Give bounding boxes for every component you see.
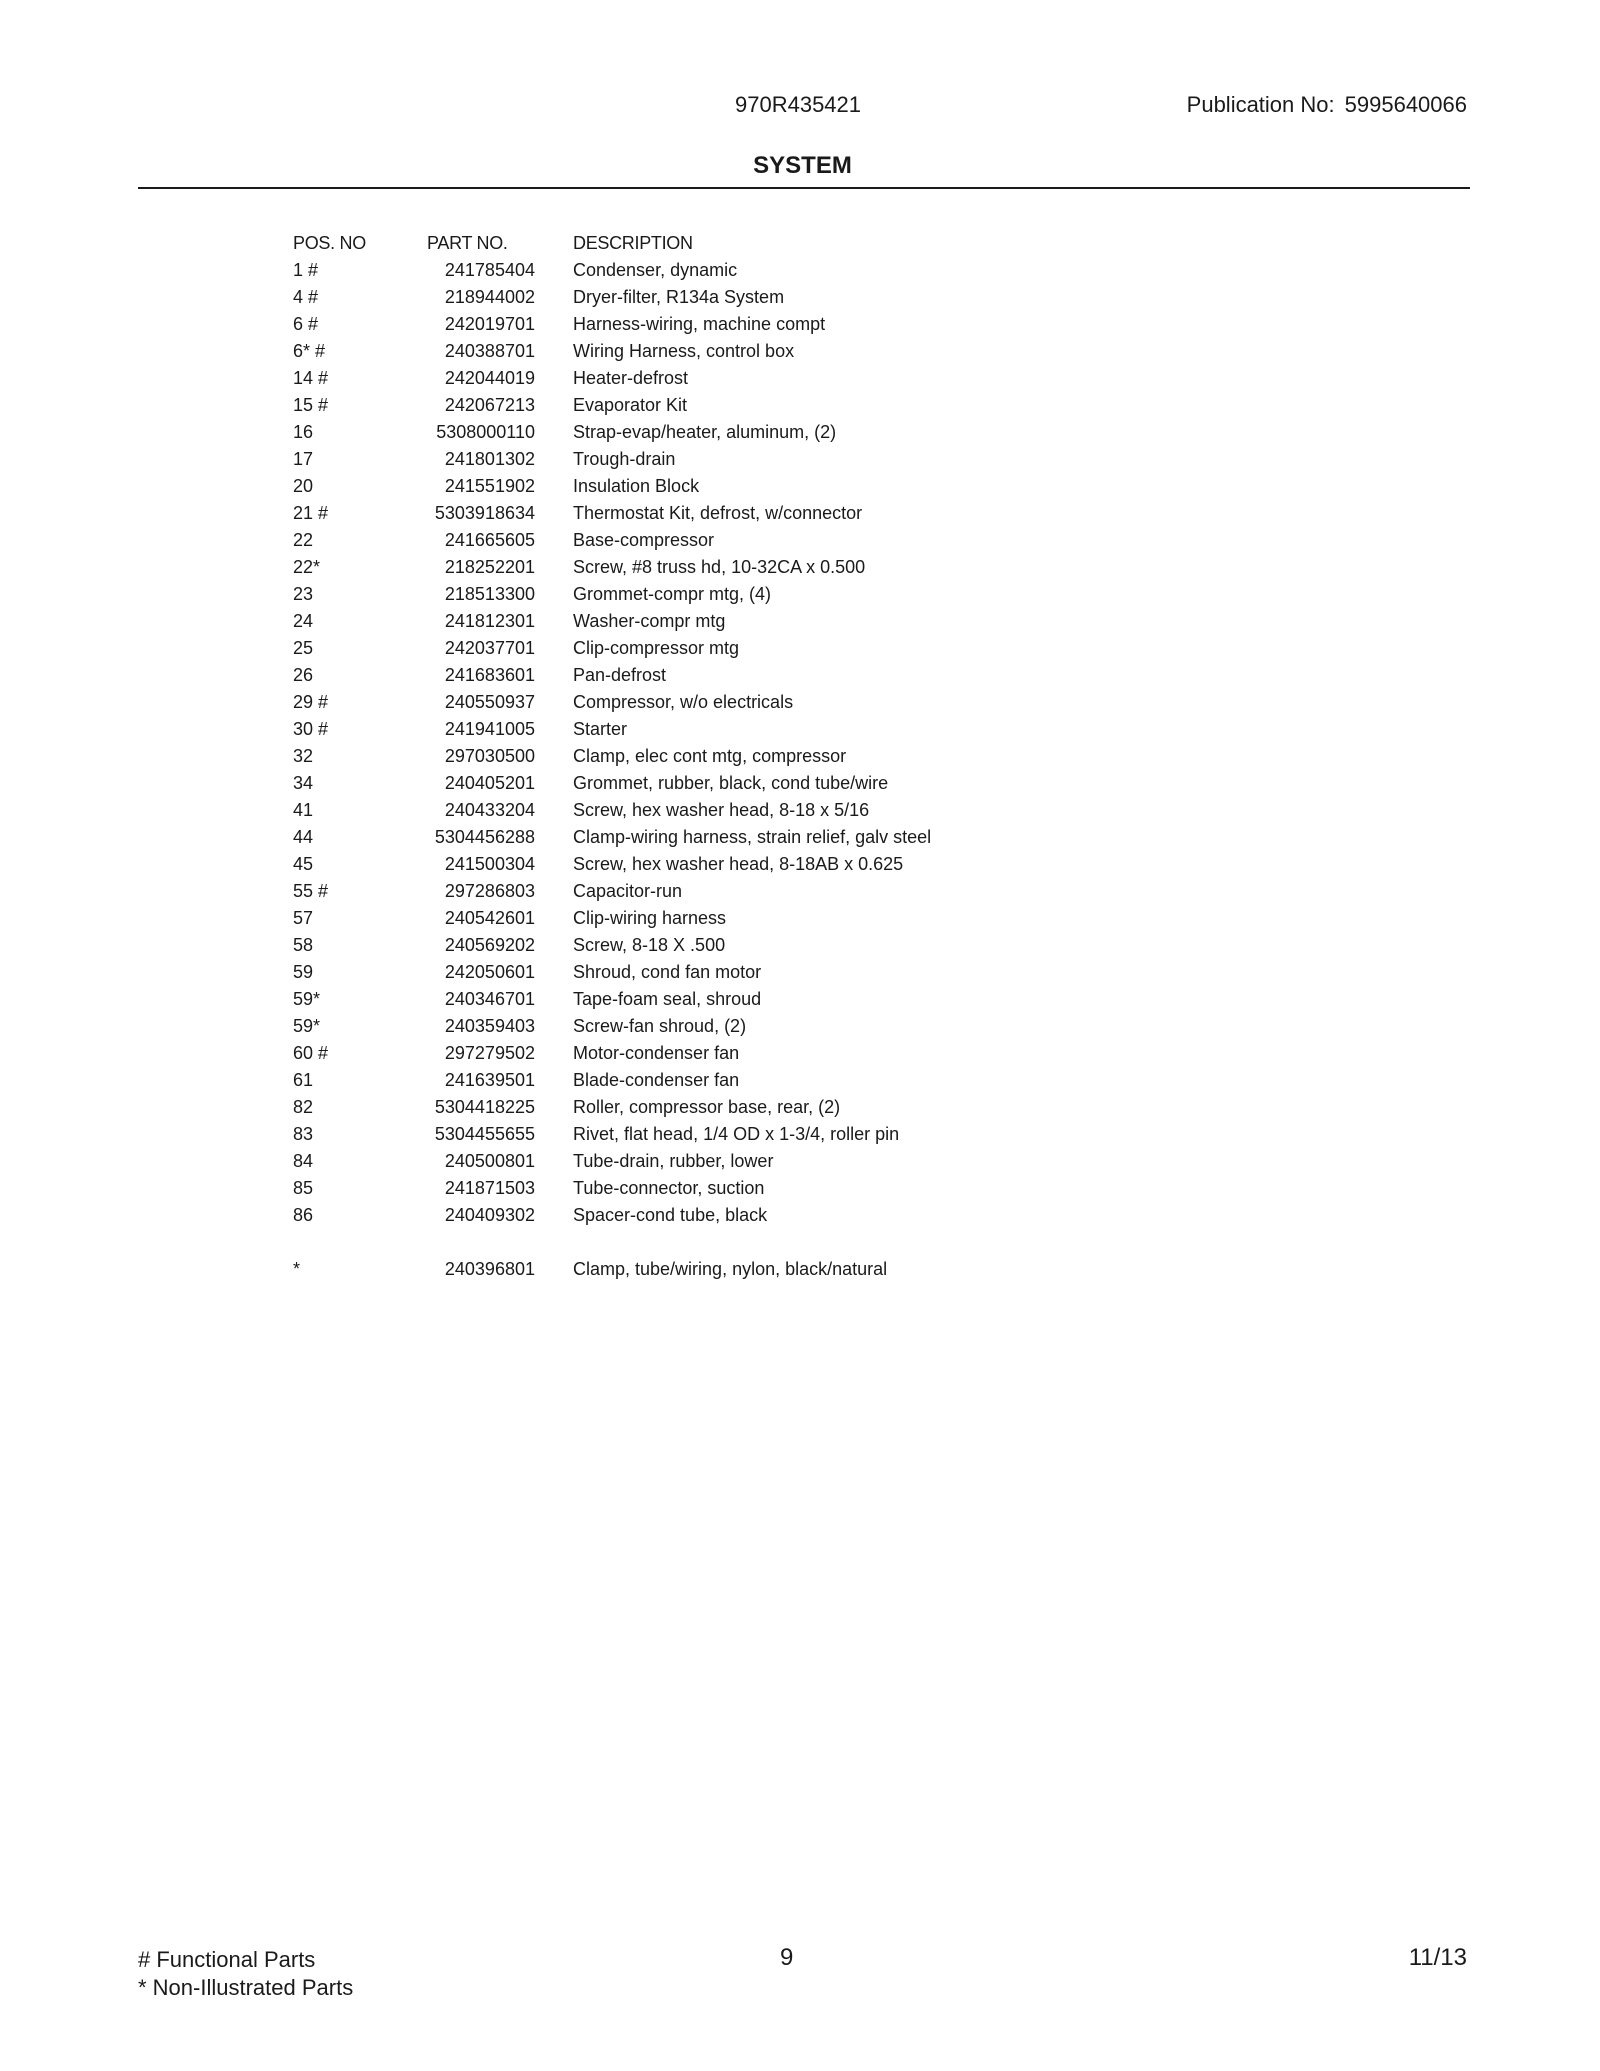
description-cell: Clamp, elec cont mtg, compressor xyxy=(573,746,847,766)
pos-cell: 6* # xyxy=(293,341,326,361)
description-cell: Motor-condenser fan xyxy=(573,1043,740,1063)
part-number-cell: 240542601 xyxy=(444,908,535,928)
part-number-cell: 297286803 xyxy=(444,881,535,901)
description-cell: Screw-fan shroud, (2) xyxy=(573,1016,747,1036)
pos-cell: 22 xyxy=(293,530,314,550)
pos-cell: 59* xyxy=(293,1016,321,1036)
table-row xyxy=(293,770,931,797)
part-number-cell: 242050601 xyxy=(444,962,535,982)
description-cell: Pan-defrost xyxy=(573,665,667,685)
pos-cell: 4 # xyxy=(293,287,319,307)
description-cell: Spacer-cond tube, black xyxy=(573,1205,768,1225)
table-row xyxy=(293,581,931,608)
description-cell: Harness-wiring, machine compt xyxy=(573,314,826,334)
part-number-cell: 5303918634 xyxy=(434,503,535,523)
part-number-cell: 5304455655 xyxy=(434,1124,535,1144)
table-row xyxy=(293,743,931,770)
footer-date: 11/13 xyxy=(1408,1944,1467,1971)
pos-cell: 24 xyxy=(293,611,314,631)
table-row xyxy=(293,1094,931,1121)
publication-number: 5995640066 xyxy=(1344,92,1467,117)
pos-cell: 26 xyxy=(293,665,314,685)
description-cell: Evaporator Kit xyxy=(573,395,688,415)
part-number-cell: 242067213 xyxy=(444,395,535,415)
part-number-cell: 240550937 xyxy=(444,692,535,712)
pos-cell: 16 xyxy=(293,422,314,442)
description-cell: Grommet-compr mtg, (4) xyxy=(573,584,772,604)
part-number-cell: 241785404 xyxy=(444,260,535,280)
pos-cell: 1 # xyxy=(293,260,319,280)
header-divider xyxy=(138,187,1470,189)
table-row xyxy=(293,608,931,635)
pos-cell: 83 xyxy=(293,1124,314,1144)
description-cell: Tape-foam seal, shroud xyxy=(573,989,762,1009)
table-row xyxy=(293,1121,931,1148)
part-number-cell: 218944002 xyxy=(444,287,535,307)
part-number-cell: 242037701 xyxy=(444,638,535,658)
description-cell: Condenser, dynamic xyxy=(573,260,738,280)
description-cell: Washer-compr mtg xyxy=(573,611,726,631)
description-cell: Screw, hex washer head, 8-18AB x 0.625 xyxy=(573,854,904,874)
table-row xyxy=(293,392,931,419)
description-cell: Roller, compressor base, rear, (2) xyxy=(573,1097,841,1117)
table-row xyxy=(293,851,931,878)
part-number-cell: 240405201 xyxy=(444,773,535,793)
publication-info xyxy=(1187,92,1467,118)
pos-cell: 17 xyxy=(293,449,314,469)
description-cell: Clip-wiring harness xyxy=(573,908,727,928)
part-number-cell: 240346701 xyxy=(444,989,535,1009)
table-row xyxy=(293,662,931,689)
table-row xyxy=(293,716,931,743)
part-number-cell: 241639501 xyxy=(444,1070,535,1090)
table-row xyxy=(293,878,931,905)
pos-cell: 23 xyxy=(293,584,314,604)
part-number-cell: 218252201 xyxy=(444,557,535,577)
table-row xyxy=(293,284,931,311)
table-row xyxy=(293,635,931,662)
column-header-pos: POS. NO xyxy=(293,233,366,253)
table-row xyxy=(293,257,931,284)
table-row xyxy=(293,1013,931,1040)
part-number-cell: 5304456288 xyxy=(434,827,535,847)
pos-cell: 45 xyxy=(293,854,314,874)
part-number-cell: 241665605 xyxy=(444,530,535,550)
pos-cell: 25 xyxy=(293,638,314,658)
description-cell: Compressor, w/o electricals xyxy=(573,692,794,712)
table-row xyxy=(293,959,931,986)
footer-legend xyxy=(138,1946,353,2002)
part-number-cell: 241683601 xyxy=(444,665,535,685)
description-cell: Screw, hex washer head, 8-18 x 5/16 xyxy=(573,800,870,820)
table-row xyxy=(293,986,931,1013)
part-number-cell: 241812301 xyxy=(444,611,535,631)
pos-cell: 84 xyxy=(293,1151,314,1171)
legend-non-illustrated-parts: * Non-Illustrated Parts xyxy=(138,1975,354,2000)
page-number: 9 xyxy=(780,1944,794,1971)
part-number-cell: 240359403 xyxy=(444,1016,535,1036)
part-number-cell: 297030500 xyxy=(444,746,535,766)
part-number-cell: 242044019 xyxy=(444,368,535,388)
description-cell: Capacitor-run xyxy=(573,881,683,901)
legend-functional-parts: # Functional Parts xyxy=(138,1947,316,1972)
pos-cell: 85 xyxy=(293,1178,314,1198)
part-number-cell: 218513300 xyxy=(444,584,535,604)
pos-cell: 61 xyxy=(293,1070,314,1090)
pos-cell: 82 xyxy=(293,1097,314,1117)
part-number-cell: 240500801 xyxy=(444,1151,535,1171)
description-cell: Heater-defrost xyxy=(573,368,689,388)
pos-cell: 22* xyxy=(293,557,321,577)
table-row xyxy=(293,311,931,338)
part-number-cell: 240433204 xyxy=(444,800,535,820)
table-row xyxy=(293,419,931,446)
table-row xyxy=(293,689,931,716)
description-cell: Screw, 8-18 X .500 xyxy=(573,935,726,955)
pos-cell: 44 xyxy=(293,827,314,847)
pos-cell: 30 # xyxy=(293,719,329,739)
publication-label: Publication No: xyxy=(1186,92,1335,117)
table-row xyxy=(293,797,931,824)
table-row xyxy=(293,1175,931,1202)
parts-table-body xyxy=(293,257,931,1283)
pos-cell: 21 # xyxy=(293,503,329,523)
description-cell: Insulation Block xyxy=(573,476,700,496)
table-row xyxy=(293,824,931,851)
table-row xyxy=(293,905,931,932)
pos-cell: 59 xyxy=(293,962,314,982)
description-cell: Clamp-wiring harness, strain relief, galv steel xyxy=(573,827,932,847)
description-cell: Screw, #8 truss hd, 10-32CA x 0.500 xyxy=(573,557,866,577)
column-header-part: PART NO. xyxy=(427,233,508,253)
pos-cell: 20 xyxy=(293,476,314,496)
pos-cell: 15 # xyxy=(293,395,329,415)
pos-cell: 32 xyxy=(293,746,314,766)
spacer-cell xyxy=(293,1229,931,1256)
pos-cell: 14 # xyxy=(293,368,329,388)
pos-cell: 6 # xyxy=(293,314,319,334)
description-cell: Base-compressor xyxy=(573,530,715,550)
table-row xyxy=(293,1256,931,1283)
pos-cell: 55 # xyxy=(293,881,329,901)
part-number-cell: 241500304 xyxy=(444,854,535,874)
column-header-description: DESCRIPTION xyxy=(573,233,693,253)
description-cell: Clip-compressor mtg xyxy=(573,638,740,658)
description-cell: Thermostat Kit, defrost, w/connector xyxy=(573,503,863,523)
model-number: 970R435421 xyxy=(735,92,862,117)
part-number-cell: 241871503 xyxy=(444,1178,535,1198)
table-row xyxy=(293,365,931,392)
pos-cell: 58 xyxy=(293,935,314,955)
part-number-cell: 297279502 xyxy=(444,1043,535,1063)
pos-cell: 59* xyxy=(293,989,321,1009)
part-number-cell: 240388701 xyxy=(444,341,535,361)
part-number-cell: 240396801 xyxy=(444,1259,535,1279)
pos-cell: 34 xyxy=(293,773,314,793)
part-number-cell: 241551902 xyxy=(444,476,535,496)
part-number-cell: 240409302 xyxy=(444,1205,535,1225)
pos-cell: 41 xyxy=(293,800,314,820)
pos-cell: 60 # xyxy=(293,1043,329,1063)
part-number-cell: 242019701 xyxy=(444,314,535,334)
part-number-cell: 5304418225 xyxy=(434,1097,535,1117)
pos-cell: 29 # xyxy=(293,692,329,712)
description-cell: Clamp, tube/wiring, nylon, black/natural xyxy=(573,1259,888,1279)
part-number-cell: 241941005 xyxy=(444,719,535,739)
section-title: SYSTEM xyxy=(753,152,852,179)
description-cell: Wiring Harness, control box xyxy=(573,341,795,361)
description-cell: Tube-connector, suction xyxy=(573,1178,765,1198)
part-number-cell: 5308000110 xyxy=(436,422,535,442)
part-number-cell: 241801302 xyxy=(444,449,535,469)
pos-cell: * xyxy=(293,1259,301,1279)
description-cell: Strap-evap/heater, aluminum, (2) xyxy=(573,422,837,442)
table-header-row xyxy=(293,230,931,257)
table-row xyxy=(293,527,931,554)
table-row xyxy=(293,446,931,473)
part-number-cell: 240569202 xyxy=(444,935,535,955)
table-row xyxy=(293,932,931,959)
description-cell: Trough-drain xyxy=(573,449,676,469)
table-spacer-row xyxy=(293,1229,931,1256)
table-row xyxy=(293,473,931,500)
table-row xyxy=(293,1148,931,1175)
description-cell: Starter xyxy=(573,719,628,739)
description-cell: Tube-drain, rubber, lower xyxy=(573,1151,774,1171)
table-row xyxy=(293,1040,931,1067)
table-row xyxy=(293,554,931,581)
parts-table xyxy=(293,230,931,1283)
description-cell: Dryer-filter, R134a System xyxy=(573,287,785,307)
description-cell: Grommet, rubber, black, cond tube/wire xyxy=(573,773,889,793)
table-row xyxy=(293,1202,931,1229)
table-row xyxy=(293,1067,931,1094)
table-row xyxy=(293,500,931,527)
pos-cell: 57 xyxy=(293,908,314,928)
pos-cell: 86 xyxy=(293,1205,314,1225)
description-cell: Rivet, flat head, 1/4 OD x 1-3/4, roller pin xyxy=(573,1124,900,1144)
description-cell: Shroud, cond fan motor xyxy=(573,962,762,982)
table-row xyxy=(293,338,931,365)
description-cell: Blade-condenser fan xyxy=(573,1070,740,1090)
